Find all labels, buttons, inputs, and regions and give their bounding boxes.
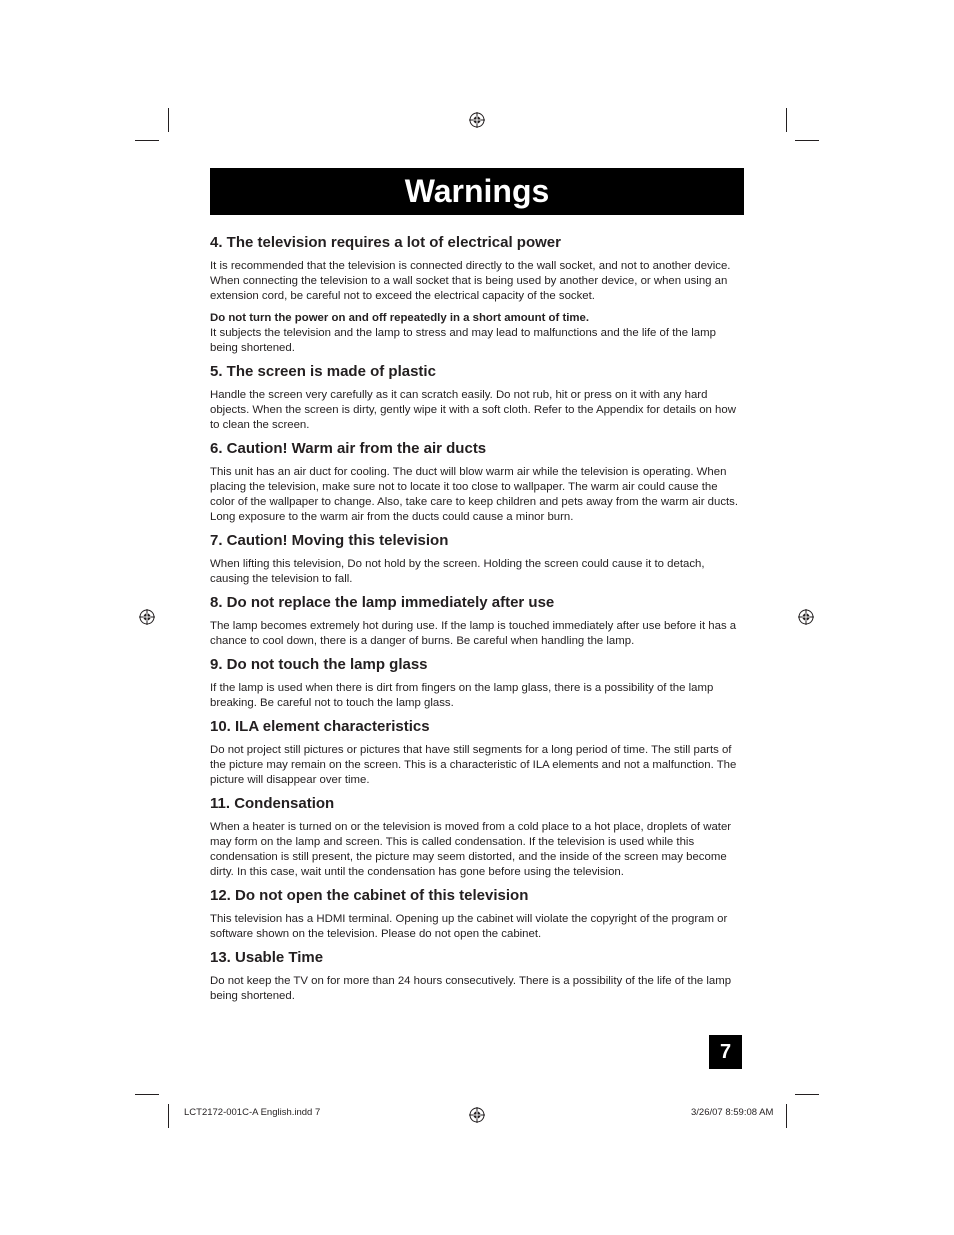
registration-mark-icon bbox=[798, 609, 814, 625]
crop-mark bbox=[168, 108, 169, 132]
warning-section bbox=[210, 656, 745, 711]
warning-section bbox=[210, 440, 745, 525]
section-paragraph: This unit has an air duct for cooling. The duct will blow warm air while the television is operating. When placing the television, make sure not to locate it too close to wallpaper. The warm air could cause the color of the wallpaper to change. Also, take care to keep children and pets away from the warm air ducts. Long exposure to the warm air from the ducts could cause a minor burn. bbox=[210, 466, 739, 523]
section-heading: 10. ILA element characteristics bbox=[210, 718, 430, 735]
section-heading: 5. The screen is made of plastic bbox=[210, 363, 436, 380]
section-heading: 9. Do not touch the lamp glass bbox=[210, 656, 428, 673]
warning-section bbox=[210, 949, 745, 1004]
section-paragraph: If the lamp is used when there is dirt from fingers on the lamp glass, there is a possibility of the lamp breaking. Be careful not to touch the lamp glass. bbox=[210, 682, 714, 709]
section-heading: 7. Caution! Moving this television bbox=[210, 532, 449, 549]
warning-section bbox=[210, 887, 745, 942]
warning-section bbox=[210, 532, 745, 587]
section-paragraph: The lamp becomes extremely hot during use. If the lamp is touched immediately after use before it has a chance to cool down, there is a danger of burns. Be careful when handling the lamp. bbox=[210, 620, 737, 647]
warning-section bbox=[210, 234, 745, 356]
warning-section bbox=[210, 363, 745, 433]
warnings-list bbox=[210, 234, 745, 1011]
registration-mark-icon bbox=[469, 1107, 485, 1123]
section-heading: 13. Usable Time bbox=[210, 949, 324, 966]
section-paragraph: This television has a HDMI terminal. Opening up the cabinet will violate the copyright of the program or software shown on the television. Please do not open the cabinet. bbox=[210, 913, 728, 940]
crop-mark bbox=[795, 1094, 819, 1095]
registration-mark-icon bbox=[469, 112, 485, 128]
crop-mark bbox=[135, 140, 159, 141]
warning-section bbox=[210, 795, 745, 880]
crop-mark bbox=[135, 1094, 159, 1095]
section-heading: 4. The television requires a lot of electrical power bbox=[210, 234, 561, 251]
note-text: It subjects the television and the lamp to stress and may lead to malfunctions and the life of the lamp being shortened. bbox=[210, 327, 716, 354]
page-title: Warnings bbox=[210, 168, 744, 215]
section-heading: 11. Condensation bbox=[210, 795, 335, 812]
section-paragraph: Handle the screen very carefully as it can scratch easily. Do not rub, hit or press on it with any hard objects. When the screen is dirty, gently wipe it with a soft cloth. Refer to the Appendix for details on how to clean the screen. bbox=[210, 389, 736, 431]
crop-mark bbox=[786, 1104, 787, 1128]
warning-section bbox=[210, 594, 745, 649]
crop-mark bbox=[786, 108, 787, 132]
section-paragraph: Do not project still pictures or pictures that have still segments for a long period of time. The still parts of the picture may remain on the screen. This is a characteristic of ILA elements and not a malfunction. The picture will disappear over time. bbox=[210, 744, 737, 786]
section-paragraph: When a heater is turned on or the television is moved from a cold place to a hot place, droplets of water may form on the lamp and screen. This is called condensation. If the television is used while this condensation is still present, the picture may seem distorted, and the inside of the screen may become dirty. In this case, wait until the condensation has gone before using the television. bbox=[210, 821, 732, 878]
footer-file-slug: LCT2172-001C-A English.indd 7 bbox=[184, 1107, 321, 1118]
crop-mark bbox=[168, 1104, 169, 1128]
crop-mark bbox=[795, 140, 819, 141]
registration-mark-icon bbox=[139, 609, 155, 625]
bold-note: Do not turn the power on and off repeatedly in a short amount of time. bbox=[210, 312, 590, 324]
section-paragraph: It is recommended that the television is connected directly to the wall socket, and not to another device. When connecting the television to a wall socket that is being used by another device, or when using an extension cord, be careful not to exceed the electrical capacity of the socket. bbox=[210, 260, 731, 302]
section-paragraph: When lifting this television, Do not hold by the screen. Holding the screen could cause it to detach, causing the television to fall. bbox=[210, 558, 705, 585]
section-heading: 8. Do not replace the lamp immediately after use bbox=[210, 594, 555, 611]
section-note bbox=[210, 311, 745, 356]
section-heading: 6. Caution! Warm air from the air ducts bbox=[210, 440, 487, 457]
warning-section bbox=[210, 718, 745, 788]
footer-timestamp: 3/26/07 8:59:08 AM bbox=[691, 1107, 774, 1118]
section-paragraph: Do not keep the TV on for more than 24 hours consecutively. There is a possibility of the life of the lamp being shortened. bbox=[210, 975, 732, 1002]
section-heading: 12. Do not open the cabinet of this television bbox=[210, 887, 529, 904]
page-number: 7 bbox=[709, 1035, 742, 1069]
